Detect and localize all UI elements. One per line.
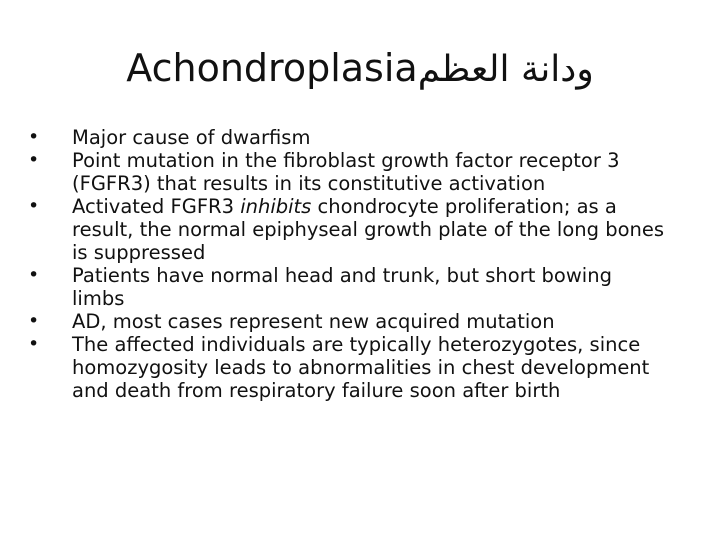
- bullet-dot: •: [28, 126, 40, 148]
- bullet-item-4: [28, 264, 668, 310]
- bullet-item-3: [28, 195, 668, 264]
- bullet-text-emphasis: inhibits: [240, 195, 312, 218]
- bullet-dot: •: [28, 310, 40, 332]
- bullet-text-pre: Activated FGFR3: [72, 195, 241, 218]
- bullet-item-2: [28, 149, 668, 195]
- bullet-item-5: [28, 310, 668, 333]
- bullet-list: [28, 126, 668, 402]
- bullet-text: Point mutation in the fibroblast growth factor receptor 3 (FGFR3) that results in its constitutive activation: [72, 149, 620, 195]
- bullet-text: AD, most cases represent new acquired mutation: [72, 310, 555, 333]
- bullet-dot: •: [28, 149, 40, 171]
- bullet-dot: •: [28, 264, 40, 286]
- bullet-text: The affected individuals are typically heterozygotes, since homozygosity leads to abnormalities in chest development and death from respiratory failure soon after birth: [72, 333, 650, 402]
- bullet-item-6: [28, 333, 668, 402]
- slide-title-latin: Achondroplasia: [126, 46, 418, 90]
- slide-title-arabic: ودانة العظم: [417, 49, 594, 90]
- bullet-text-post: chondrocyte proliferation; as a result, the normal epiphyseal growth plate of the long bones is suppressed: [72, 195, 665, 264]
- bullet-dot: •: [28, 195, 40, 217]
- bullet-text: Major cause of dwarfism: [72, 126, 311, 149]
- bullet-text: Patients have normal head and trunk, but short bowing limbs: [72, 264, 612, 310]
- bullet-dot: •: [28, 333, 40, 355]
- slide-title: [0, 40, 720, 98]
- bullet-item-1: [28, 126, 668, 149]
